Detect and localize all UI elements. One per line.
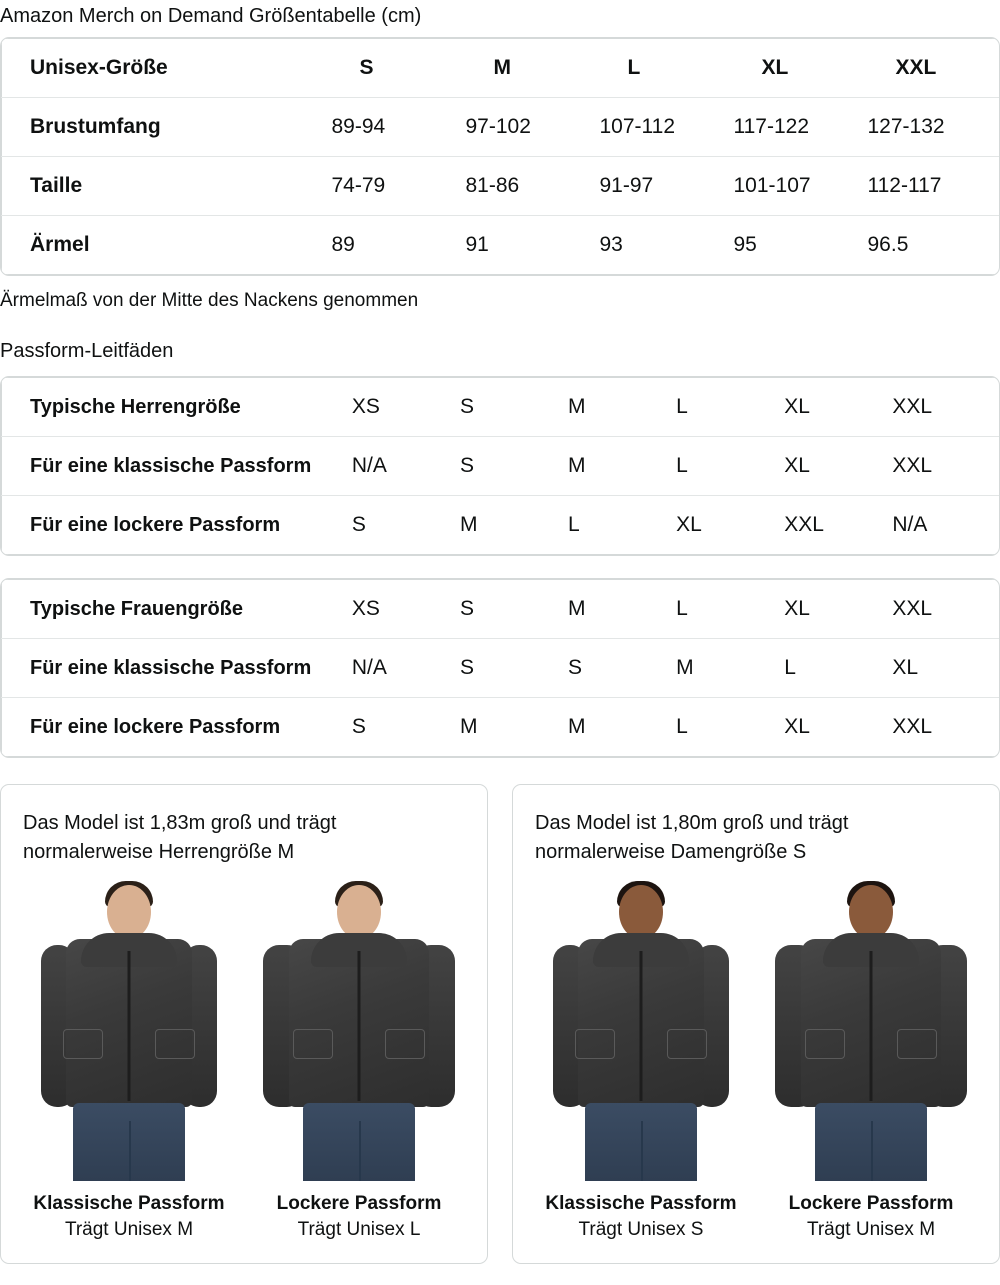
figure-loose-fit: [253, 881, 465, 1243]
page-title: Amazon Merch on Demand Größentabelle (cm): [0, 5, 422, 27]
table-spacer: [0, 556, 1000, 578]
cell: M: [568, 437, 676, 496]
column-header: XXL: [892, 378, 1000, 437]
table-row: [2, 216, 1000, 275]
mens-fit-table-wrapper: [0, 376, 1000, 556]
column-header: M: [466, 39, 600, 98]
cell: 74-79: [332, 157, 466, 216]
cell: S: [460, 639, 568, 698]
column-header: XXL: [892, 580, 1000, 639]
womens-fit-table-wrapper: [0, 578, 1000, 758]
figure-wearing-label: Trägt Unisex S: [578, 1219, 704, 1240]
cell: M: [676, 639, 784, 698]
sleeve-measurement-note: Ärmelmaß von der Mitte des Nackens genommen: [0, 290, 419, 311]
figure-fit-label: Lockere Passform: [276, 1193, 442, 1214]
table-row: [2, 437, 1000, 496]
model-photo-loose-fit: [259, 881, 459, 1181]
model-card-womens: [512, 784, 1000, 1264]
table-header-row: [2, 378, 1000, 437]
figure-fit-label: Klassische Passform: [545, 1193, 737, 1214]
model-card-mens: [0, 784, 488, 1264]
cell: 107-112: [600, 98, 734, 157]
cell: 101-107: [734, 157, 868, 216]
cell: 91: [465, 233, 489, 256]
model-photo-classic-fit: [541, 881, 741, 1181]
cell: N/A: [892, 513, 928, 536]
table-row: [2, 98, 1000, 157]
cell: S: [351, 513, 366, 536]
row-label: Taille: [2, 157, 332, 216]
column-header: XS: [352, 580, 460, 639]
column-header: Typische Frauengröße: [2, 580, 352, 639]
cell: N/A: [352, 437, 460, 496]
figure-fit-label: Lockere Passform: [788, 1193, 954, 1214]
column-header: XL: [784, 580, 892, 639]
cell: 127-132: [868, 98, 1000, 157]
column-header: S: [460, 378, 568, 437]
figure-classic-fit: [23, 881, 235, 1243]
cell: XXL: [784, 513, 824, 536]
cell: S: [351, 715, 366, 738]
row-label: Für eine klassische Passform: [2, 639, 352, 698]
fit-guides-label: Passform-Leitfäden: [0, 340, 174, 362]
cell: 89-94: [332, 98, 466, 157]
column-header: L: [600, 39, 734, 98]
column-header: L: [676, 580, 784, 639]
cell: XL: [676, 513, 702, 536]
cell: M: [568, 715, 586, 738]
figure-loose-fit: [765, 881, 977, 1243]
column-header: M: [568, 580, 676, 639]
column-header: S: [332, 39, 466, 98]
cell: L: [568, 513, 580, 536]
cell: XXL: [892, 715, 933, 738]
column-header: XL: [784, 378, 892, 437]
figure-fit-label: Klassische Passform: [33, 1193, 225, 1214]
cell: N/A: [352, 639, 460, 698]
table-row: [2, 698, 1000, 757]
cell: XL: [784, 715, 810, 738]
unisex-size-table-wrapper: [0, 37, 1000, 276]
table-header-row: [2, 580, 1000, 639]
cell: L: [784, 639, 892, 698]
cell: 117-122: [734, 98, 868, 157]
cell: 96.5: [867, 233, 909, 256]
column-header: M: [568, 378, 676, 437]
model-photo-loose-fit: [771, 881, 971, 1181]
figure-classic-fit: [535, 881, 747, 1243]
unisex-size-table: [1, 38, 1000, 275]
model-description: Das Model ist 1,83m groß und trägt normalerweise Herrengröße M: [23, 812, 337, 863]
figure-wearing-label: Trägt Unisex L: [297, 1219, 421, 1240]
cell: XL: [784, 437, 892, 496]
model-figures: [535, 881, 977, 1243]
womens-fit-table: [1, 579, 1000, 757]
model-description: Das Model ist 1,80m groß und trägt normalerweise Damengröße S: [535, 812, 849, 863]
cell: 95: [733, 233, 757, 256]
column-header: S: [460, 580, 568, 639]
figure-wearing-label: Trägt Unisex M: [64, 1219, 194, 1240]
table-row: [2, 496, 1000, 555]
row-label: Ärmel: [30, 233, 90, 256]
cell: M: [459, 513, 478, 536]
cell: S: [568, 639, 676, 698]
cell: 93: [599, 233, 623, 256]
cell: 81-86: [466, 157, 600, 216]
table-row: [2, 157, 1000, 216]
model-figures: [23, 881, 465, 1243]
cell: 97-102: [466, 98, 600, 157]
row-label: Für eine lockere Passform: [30, 716, 281, 738]
table-header-row: [2, 39, 1000, 98]
column-header: XXL: [868, 39, 1000, 98]
row-label: Brustumfang: [2, 98, 332, 157]
cell: M: [459, 715, 478, 738]
cell: S: [460, 437, 568, 496]
cell: 91-97: [600, 157, 734, 216]
cell: XXL: [892, 437, 1000, 496]
column-header: Unisex-Größe: [2, 39, 332, 98]
column-header: XL: [734, 39, 868, 98]
mens-fit-table: [1, 377, 1000, 555]
model-photo-classic-fit: [29, 881, 229, 1181]
table-row: [2, 639, 1000, 698]
model-cards: [0, 784, 1000, 1264]
cell: L: [676, 437, 784, 496]
column-header: L: [676, 378, 784, 437]
cell: 89: [331, 233, 355, 256]
cell: L: [676, 715, 688, 738]
column-header: Typische Herrengröße: [2, 378, 352, 437]
cell: 112-117: [868, 157, 1000, 216]
row-label: Für eine klassische Passform: [2, 437, 352, 496]
column-header: XS: [352, 378, 460, 437]
cell: XL: [892, 639, 1000, 698]
figure-wearing-label: Trägt Unisex M: [806, 1219, 936, 1240]
row-label: Für eine lockere Passform: [30, 514, 281, 536]
